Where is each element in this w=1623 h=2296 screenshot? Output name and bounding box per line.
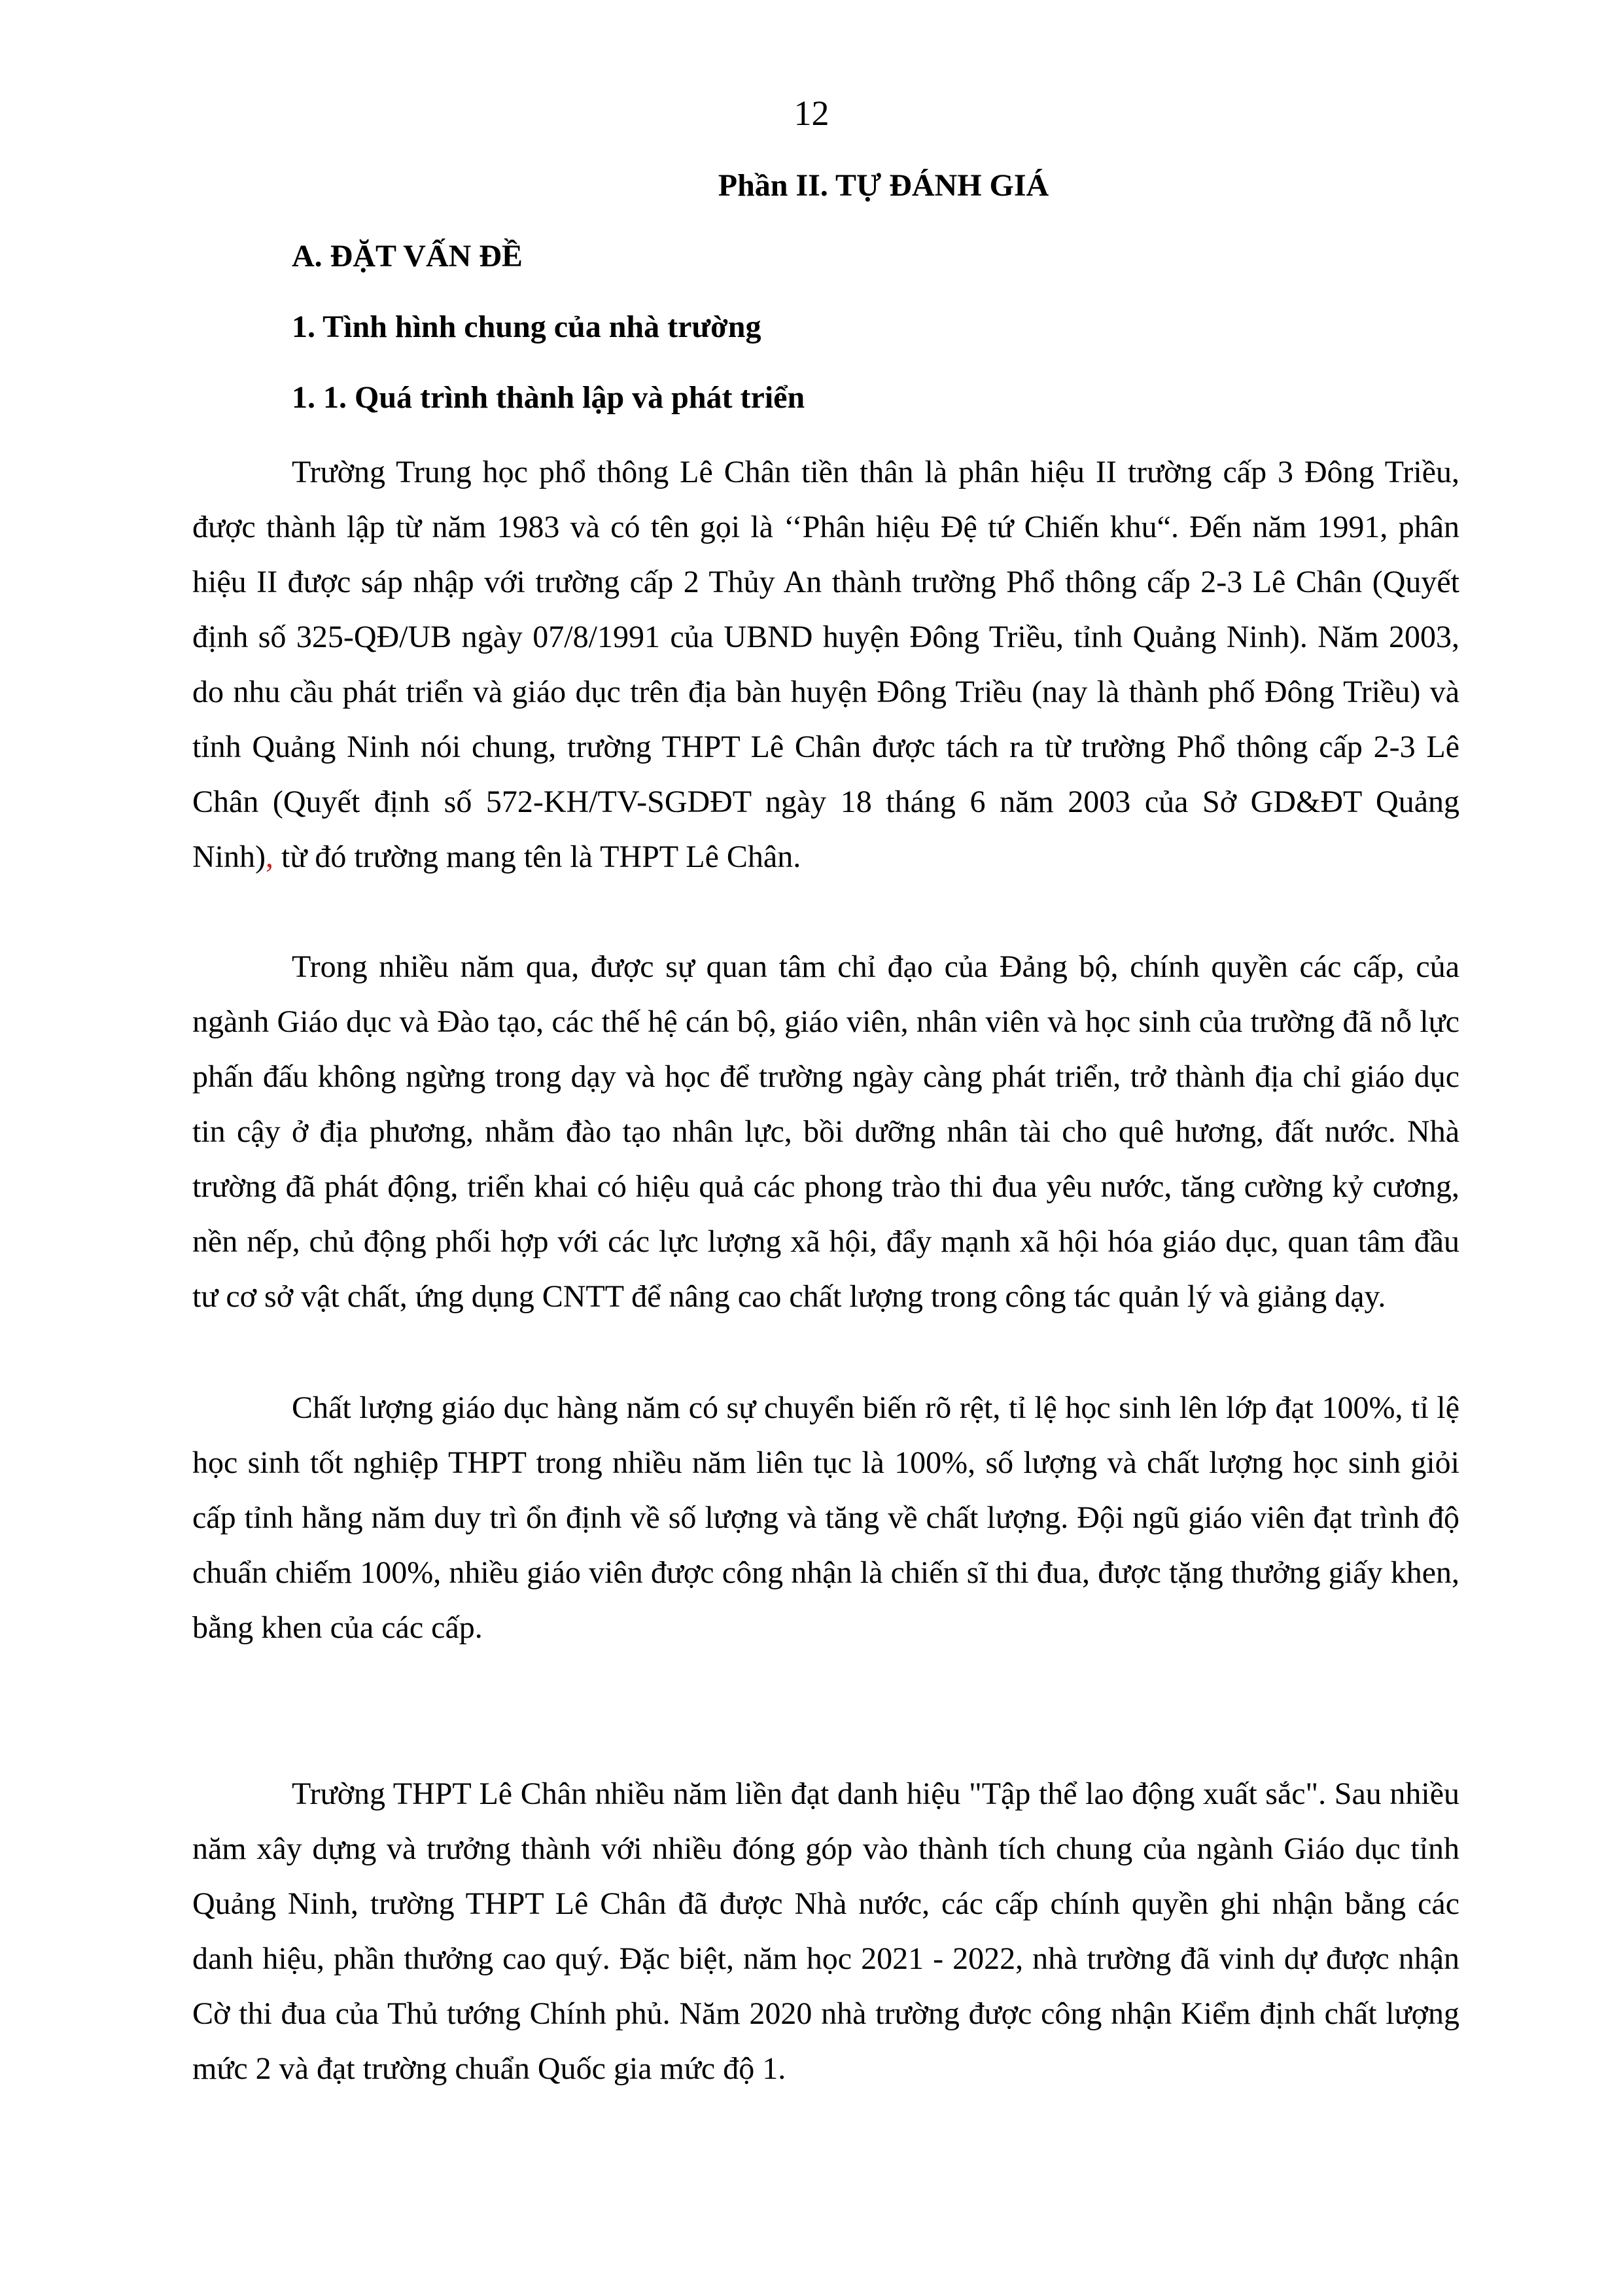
part-title: Phần II. TỰ ĐÁNH GIÁ [718,168,1049,203]
section-a-heading: A. ĐẶT VẤN ĐỀ [292,239,523,274]
paragraph-quality: Chất lượng giáo dục hàng năm có sự chuyển biến rõ rệt, tỉ lệ học sinh lên lớp đạt 100%, tỉ lệ học sinh tốt nghiệp THPT trong nhiều năm liên tục là 100%, số lượng và chất lượng học sinh giỏi cấp tỉnh hằng năm duy trì ổn định về số lượng và tăng về chất lượng. Đội ngũ giáo viên đạt trình độ chuẩn chiếm 100%, nhiều giáo viên được công nhận là chiến sĩ thi đua, được tặng thưởng giấy khen, bằng khen của các cấp. [192,1390,1459,1645]
page-number: 12 [794,94,829,133]
paragraph-development: Trong nhiều năm qua, được sự quan tâm chỉ đạo của Đảng bộ, chính quyền các cấp, của ngành Giáo dục và Đào tạo, các thế hệ cán bộ, giáo viên, nhân viên và học sinh của trường đã nỗ lực phấn đấu không ngừng trong dạy và học để trường ngày càng phát triển, trở thành địa chỉ giáo dục tin cậy ở địa phương, nhằm đào tạo nhân lực, bồi dưỡng nhân tài cho quê hương, đất nước. Nhà trường đã phát động, triển khai có hiệu quả các phong trào thi đua yêu nước, tăng cường kỷ cương, nền nếp, chủ động phối hợp với các lực lượng xã hội, đẩy mạnh xã hội hóa giáo dục, quan tâm đầu tư cơ sở vật chất, ứng dụng CNTT để nâng cao chất lượng trong công tác quản lý và giảng dạy. [192,949,1459,1314]
paragraph-history-red-comma: , [265,839,273,874]
paragraph-history-text-1: Trường Trung học phổ thông Lê Chân tiền thân là phân hiệu II trường cấp 3 Đông Triều, được thành lập từ năm 1983 và có tên gọi là ‘‘Phân hiệu Đệ tứ Chiến khu“. Đến năm 1991, phân hiệu II được sáp nhập với trường cấp 2 Thủy An thành trường Phổ thông cấp 2-3 Lê Chân (Quyết định số 325-QĐ/UB ngày 07/8/1991 của UBND huyện Đông Triều, tỉnh Quảng Ninh). Năm 2003, do nhu cầu phát triển và giáo dục trên địa bàn huyện Đông Triều (nay là thành phố Đông Triều) và tỉnh Quảng Ninh nói chung, trường THPT Lê Chân được tách ra từ trường Phổ thông cấp 2-3 Lê Chân (Quyết định số 572-KH/TV-SGDĐT ngày 18 tháng 6 năm 2003 của Sở GD&ĐT Quảng Ninh) [192,455,1459,874]
paragraph-history [192,445,1459,885]
paragraph-history-text-2: từ đó trường mang tên là THPT Lê Chân. [273,839,801,874]
section-1-heading: 1. Tình hình chung của nhà trường [292,309,761,344]
section-1-1-heading: 1. 1. Quá trình thành lập và phát triển [292,380,805,415]
paragraph-achievements: Trường THPT Lê Chân nhiều năm liền đạt danh hiệu "Tập thể lao động xuất sắc". Sau nhiều năm xây dựng và trưởng thành với nhiều đóng góp vào thành tích chung của ngành Giáo dục tỉnh Quảng Ninh, trường THPT Lê Chân đã được Nhà nước, các cấp chính quyền ghi nhận bằng các danh hiệu, phần thưởng cao quý. Đặc biệt, năm học 2021 - 2022, nhà trường đã vinh dự được nhận Cờ thi đua của Thủ tướng Chính phủ. Năm 2020 nhà trường được công nhận Kiểm định chất lượng mức 2 và đạt trường chuẩn Quốc gia mức độ 1. [192,1776,1459,2086]
